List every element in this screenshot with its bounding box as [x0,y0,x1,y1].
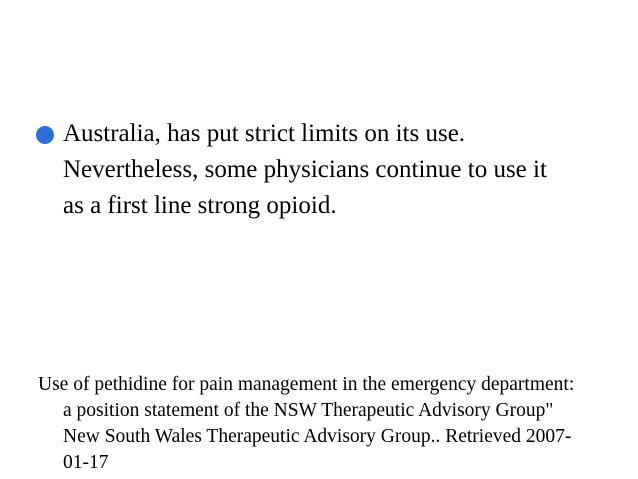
bullet-line-1: Australia, has put strict limits on its use. [63,120,466,147]
citation-line-1: Use of pethidine for pain management in the emergency department: [38,374,575,395]
bullet-text [36,116,626,224]
bullet-point [36,116,626,224]
citation-line-3: New South Wales Therapeutic Advisory Group.. Retrieved 2007- [63,426,572,447]
citation [38,372,634,476]
citation-line-2: a position statement of the NSW Therapeutic Advisory Group" [63,400,554,421]
bullet-line-3: as a first line strong opioid. [63,192,337,219]
bullet-line-2: Nevertheless, some physicians continue to use it [63,156,547,183]
citation-line-4: 01-17 [63,452,109,473]
round-bullet-icon [36,126,54,144]
